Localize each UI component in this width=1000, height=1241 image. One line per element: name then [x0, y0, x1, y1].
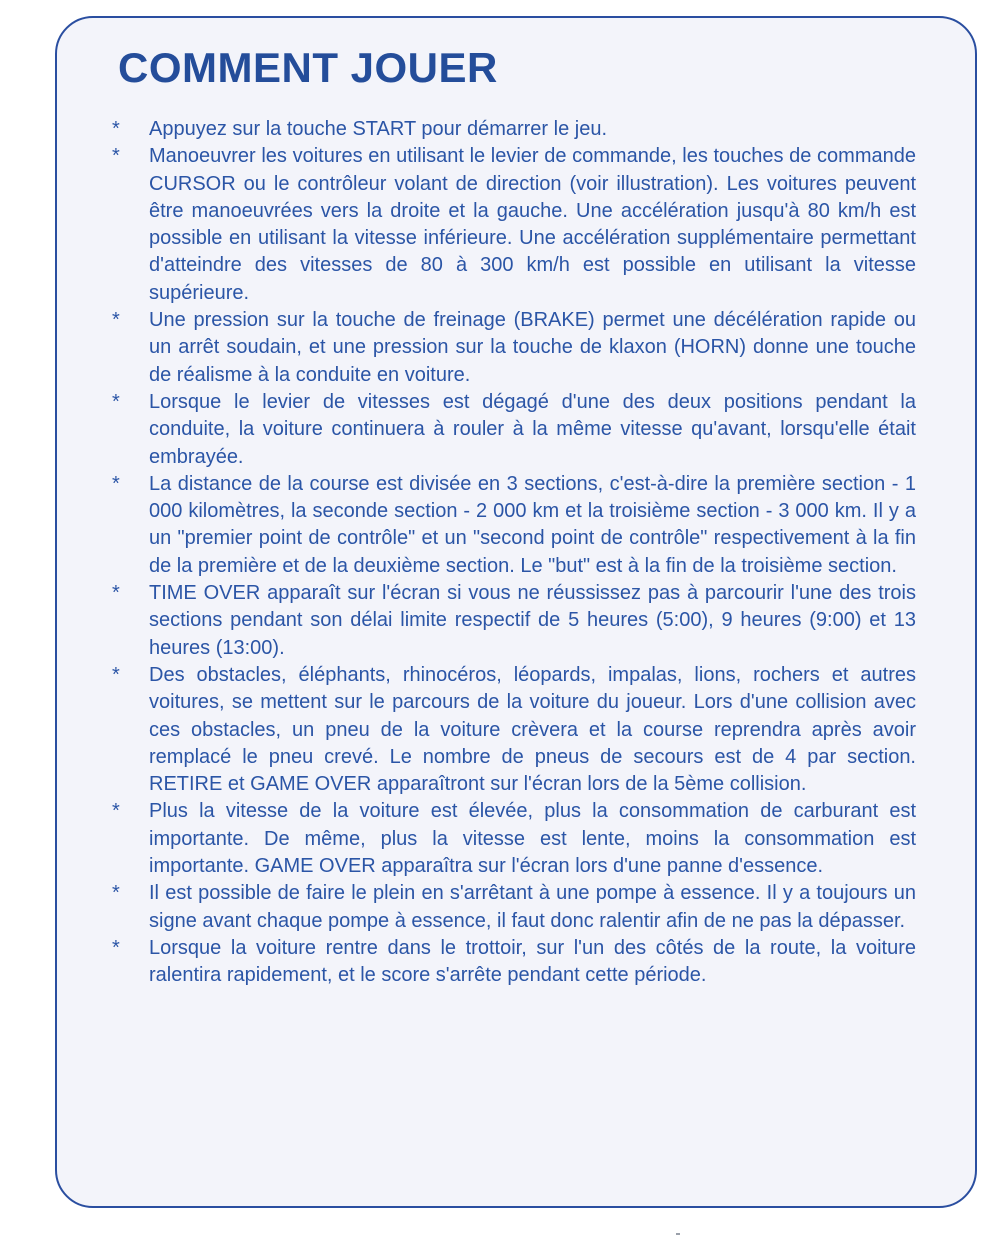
rule-text: Une pression sur la touche de freinage (BRAKE) permet une décélération rapide ou un arrêt soudain, et une pression sur la touche de klaxon (HORN) donne une touche de réalisme à la conduite en voiture.	[149, 309, 916, 386]
bullet-asterisk: *	[112, 882, 120, 905]
rule-item	[112, 307, 916, 389]
bullet-asterisk: *	[112, 582, 120, 605]
rule-text: TIME OVER apparaît sur l'écran si vous ne réussissez pas à parcourir l'une des trois sections pendant son délai limite respectif de 5 heures (5:00), 9 heures (9:00) et 13 heures (13:00).	[149, 582, 916, 659]
rule-item	[112, 580, 916, 662]
page-title: COMMENT JOUER	[118, 44, 498, 91]
rule-text: Manoeuvrer les voitures en utilisant le levier de commande, les touches de commande CURSOR ou le contrôleur volant de direction (voir illustration). Les voitures peuvent être manoeuvrées vers la droite et la gauche. Une accélération jusqu'à 80 km/h est possible en utilisant la vitesse inférieure. Une accélération supplémentaire permettant d'atteindre des vitesses de 80 à 300 km/h est possible en utilisant la vitesse supérieure.	[149, 145, 916, 304]
rule-text: La distance de la course est divisée en 3 sections, c'est-à-dire la première section - 1 000 kilomètres, la seconde section - 2 000 km et la troisième section - 3 000 km. Il y a un "premier point de contrôle" et un "second point de contrôle" respectivement à la fin de la première et de la deuxième section. Le "but" est à la fin de la troisième section.	[149, 472, 916, 577]
bullet-asterisk: *	[112, 309, 120, 332]
bullet-asterisk: *	[112, 800, 120, 823]
bullet-asterisk: *	[112, 145, 120, 168]
bullet-asterisk: *	[112, 390, 120, 413]
bullet-asterisk: *	[112, 472, 120, 495]
rule-item	[112, 880, 916, 935]
rule-item	[112, 143, 916, 307]
rule-item	[112, 116, 916, 143]
rule-text: Des obstacles, éléphants, rhinocéros, léopards, impalas, lions, rochers et autres voitures, se mettent sur le parcours de la voiture du joueur. Lors d'une collision avec ces obstacles, un pneu de la voiture crèvera et la course reprendra après avoir remplacé le pneu crevé. Le nombre de pneus de secours est de 4 par section. RETIRE et GAME OVER apparaîtront sur l'écran lors de la 5ème collision.	[149, 663, 916, 796]
rule-text: Lorsque la voiture rentre dans le trottoir, sur l'un des côtés de la route, la voiture ralentira rapidement, et le score s'arrête pendant cette période.	[149, 936, 916, 987]
rule-item	[112, 798, 916, 880]
rule-text: Plus la vitesse de la voiture est élevée, plus la consommation de carburant est importante. De même, plus la vitesse est lente, moins la consommation est importante. GAME OVER apparaîtra sur l'écran lors d'une panne d'essence.	[149, 800, 916, 878]
rule-item	[112, 935, 916, 990]
rule-item	[112, 471, 916, 580]
rule-item	[112, 389, 916, 471]
rule-text: Lorsque le levier de vitesses est dégagé d'une des deux positions pendant la conduite, la voiture continuera à rouler à la même vitesse qu'avant, lorsqu'elle était embrayée.	[149, 390, 916, 468]
scan-speck	[676, 1233, 680, 1235]
bullet-asterisk: *	[112, 936, 120, 959]
rules-list	[112, 116, 916, 990]
bullet-asterisk: *	[112, 118, 120, 140]
rule-text: Il est possible de faire le plein en s'arrêtant à une pompe à essence. Il y a toujours un signe avant chaque pompe à essence, il faut donc ralentir afin de ne pas la dépasser.	[149, 882, 916, 932]
rule-text: Appuyez sur la touche START pour démarrer le jeu.	[149, 118, 608, 140]
rule-item	[112, 662, 916, 798]
bullet-asterisk: *	[112, 663, 120, 686]
